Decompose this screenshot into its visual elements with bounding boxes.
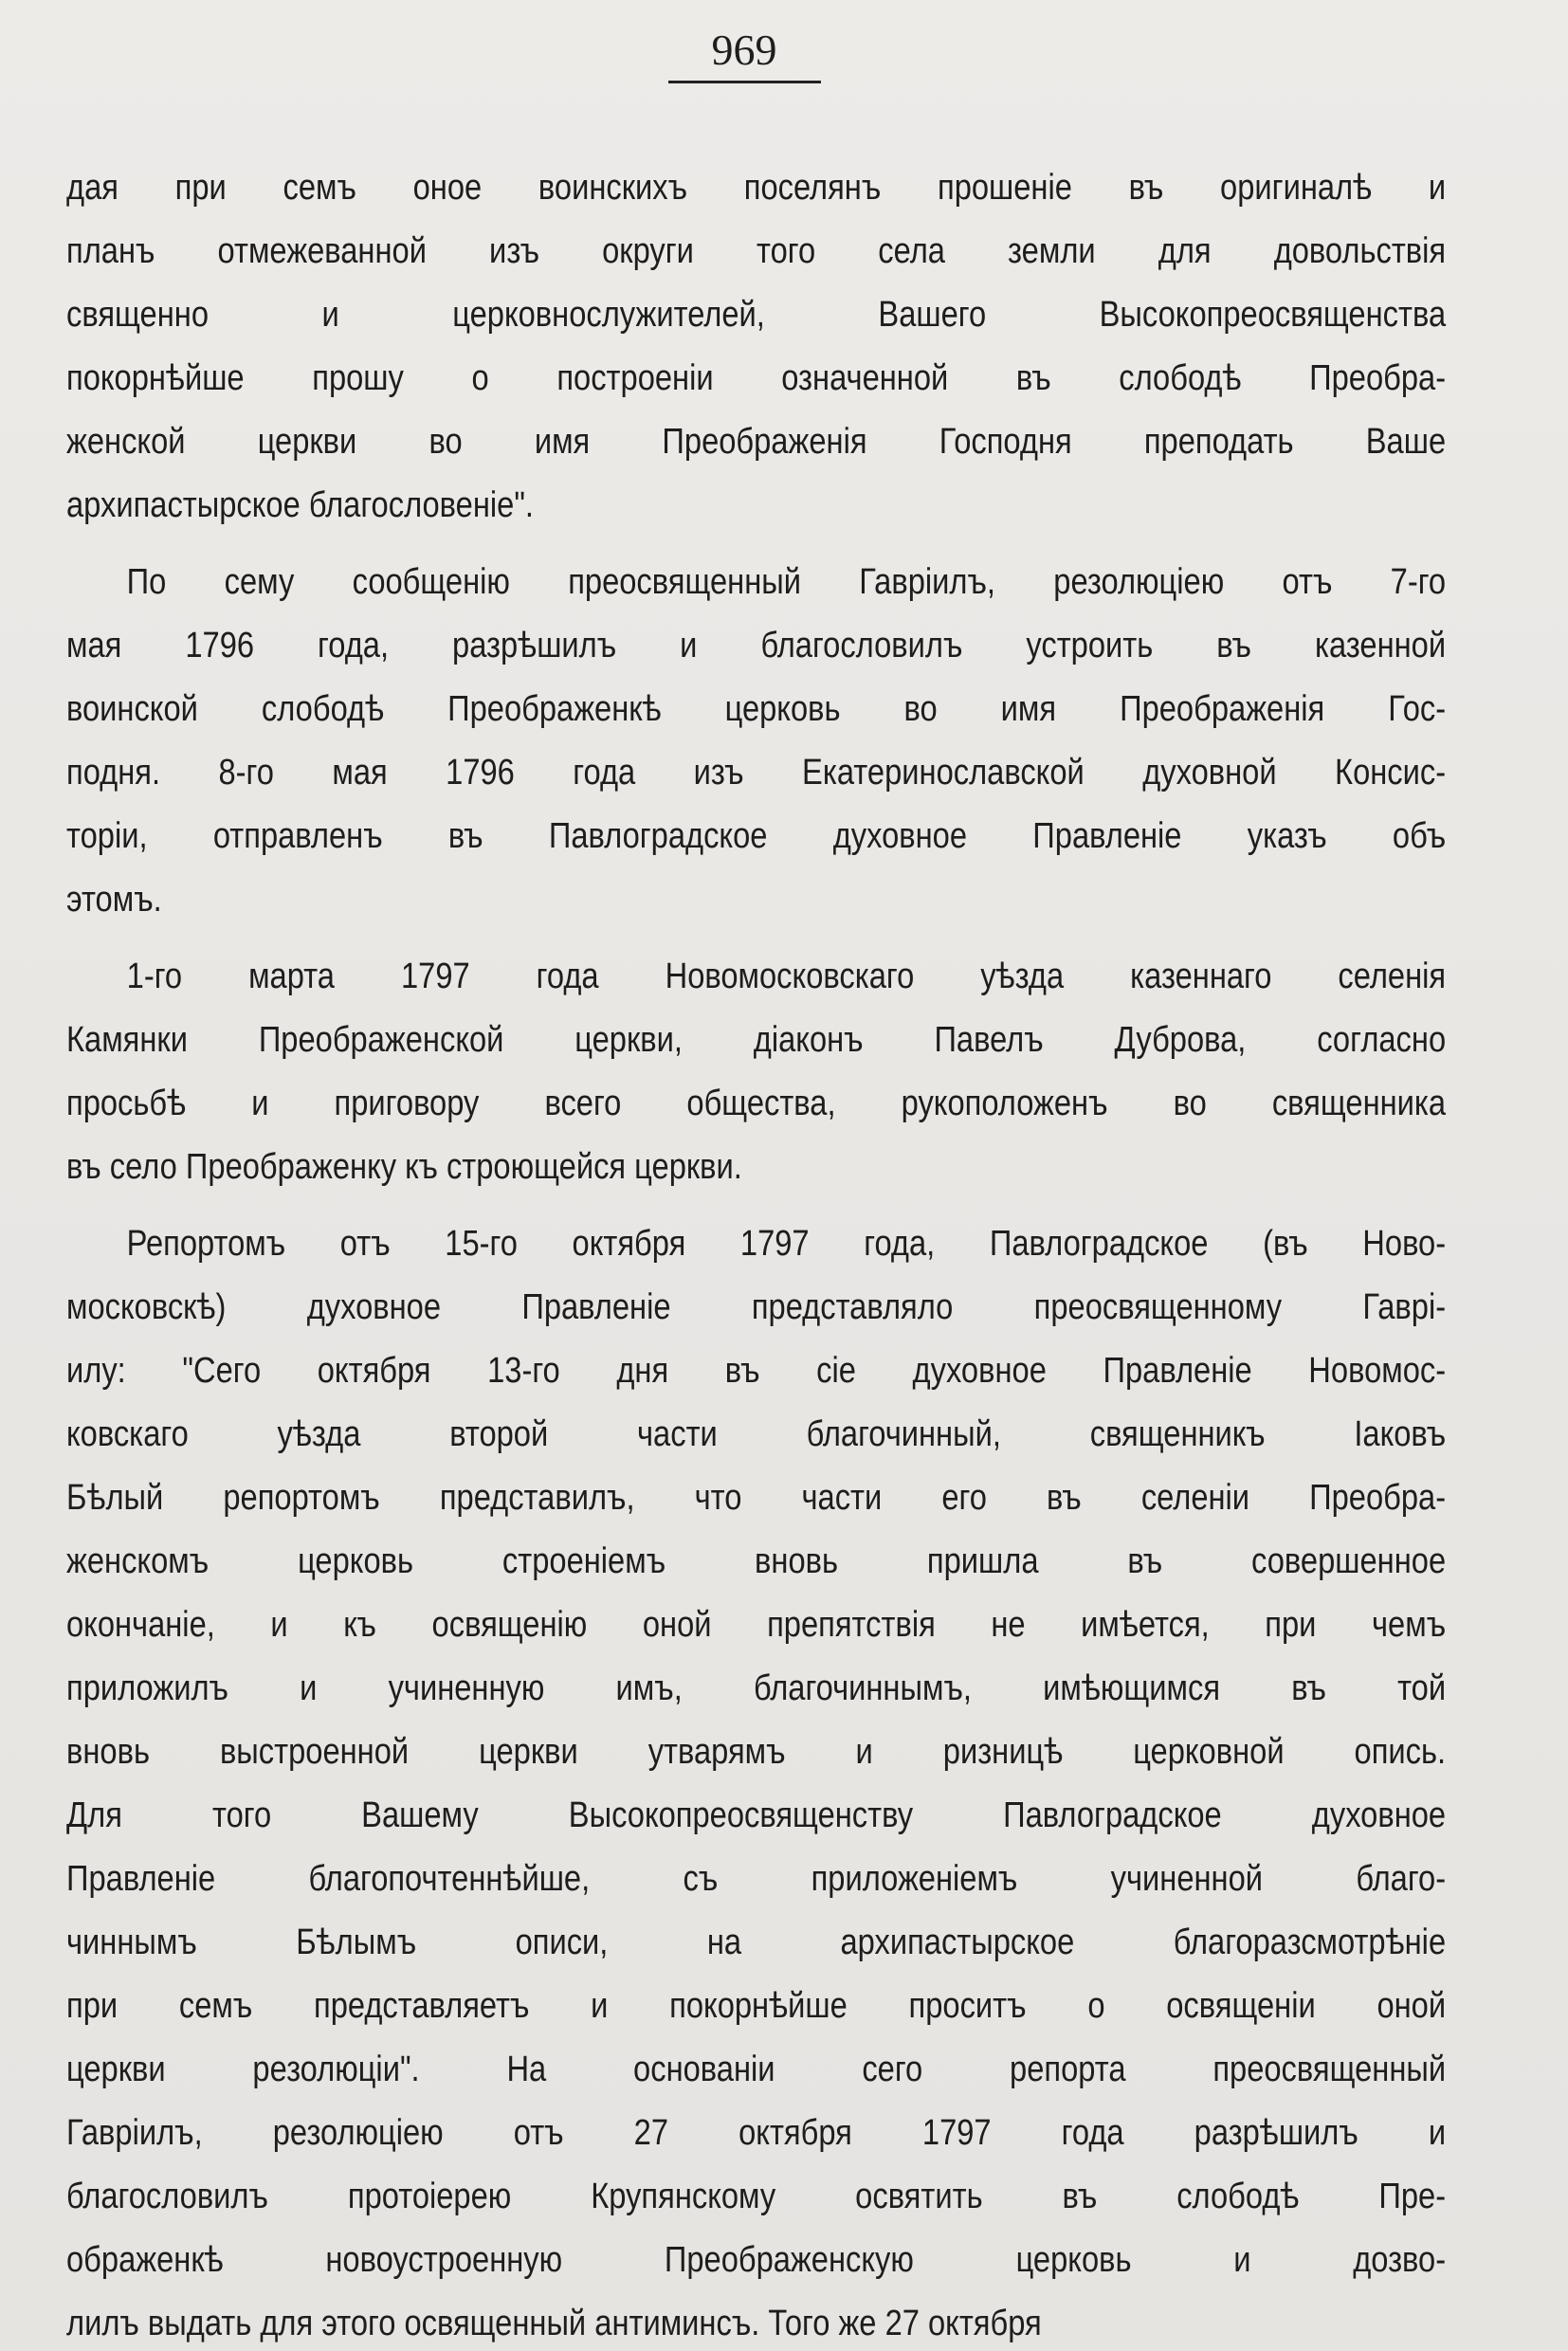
text-line: женскомъ церковь строеніемъ вновь пришла въ совершенное bbox=[66, 1541, 1447, 1581]
text-line: Для того Вашему Высокопреосвященству Павлоградское духовное bbox=[66, 1795, 1447, 1835]
text-line: илу: "Сего октября 13-го дня въ сіе духовное Правленіе Новомос- bbox=[66, 1351, 1447, 1391]
paragraph bbox=[66, 156, 1446, 538]
paragraph bbox=[66, 945, 1446, 1199]
text-line: при семъ представляетъ и покорнѣйше проситъ о освященіи оной bbox=[66, 1986, 1447, 2026]
text-line: подня. 8-го мая 1796 года изъ Екатеринославской духовной Консис- bbox=[66, 753, 1447, 793]
text-line: этомъ. bbox=[66, 880, 162, 920]
text-line: торіи, отправленъ въ Павлоградское духовное Правленіе указъ объ bbox=[66, 816, 1447, 856]
text-line: священно и церковнослужителей, Вашего Высокопреосвященства bbox=[66, 295, 1447, 335]
text-line: архипастырское благословеніе". bbox=[66, 485, 535, 525]
text-line: вновь выстроенной церкви утварямъ и ризницѣ церковной опись. bbox=[66, 1732, 1447, 1772]
text-line: Репортомъ отъ 15-го октября 1797 года, Павлоградское (въ Ново- bbox=[126, 1224, 1447, 1264]
text-line: ковскаго уѣзда второй части благочинный, священникъ Іаковъ bbox=[66, 1414, 1447, 1454]
paragraph bbox=[66, 1212, 1446, 2351]
text-line: По сему сообщенію преосвященный Гавріилъ, резолюціею отъ 7-го bbox=[126, 562, 1447, 602]
text-line: планъ отмежеванной изъ округи того села земли для довольствія bbox=[66, 231, 1447, 271]
paragraph-gap bbox=[66, 1199, 1446, 1212]
text-line: воинской слободѣ Преображенкѣ церковь во имя Преображенія Гос- bbox=[66, 689, 1447, 729]
text-line: чиннымъ Бѣлымъ описи, на архипастырское благоразсмотрѣніе bbox=[66, 1923, 1447, 1962]
page-number: 969 bbox=[668, 27, 821, 83]
text-line: окончаніе, и къ освященію оной препятствія не имѣется, при чемъ bbox=[66, 1605, 1447, 1645]
text-line: Камянки Преображенской церкви, діаконъ Павелъ Дуброва, согласно bbox=[66, 1020, 1447, 1060]
text-line: въ село Преображенку къ строющейся церкви. bbox=[66, 1147, 742, 1187]
text-line: Бѣлый репортомъ представилъ, что части его въ селеніи Преобра- bbox=[66, 1478, 1447, 1518]
text-line: Гавріилъ, резолюціею отъ 27 октября 1797 года разрѣшилъ и bbox=[66, 2113, 1447, 2153]
text-line: приложилъ и учиненную имъ, благочиннымъ, имѣющимся въ той bbox=[66, 1668, 1447, 1708]
page-header bbox=[0, 27, 1488, 83]
paragraph-gap bbox=[66, 932, 1446, 945]
text-line: лилъ выдать для этого освященный антиминсъ. Того же 27 октября bbox=[66, 2304, 1042, 2343]
text-line: церкви резолюціи". На основаніи сего репорта преосвященный bbox=[66, 2050, 1447, 2089]
paragraph-gap bbox=[66, 538, 1446, 551]
text-line: покорнѣйше прошу о построеніи означенной въ слободѣ Преобра- bbox=[66, 358, 1447, 398]
page-text bbox=[66, 156, 1446, 2351]
text-line: дая при семъ оное воинскихъ поселянъ прошеніе въ оригиналѣ и bbox=[66, 168, 1447, 208]
text-line: мая 1796 года, разрѣшилъ и благословилъ устроить въ казенной bbox=[66, 626, 1447, 665]
text-line: благословилъ протоіерею Крупянскому освятить въ слободѣ Пре- bbox=[66, 2177, 1447, 2216]
text-line: московскѣ) духовное Правленіе представляло преосвященному Гаврі- bbox=[66, 1287, 1447, 1327]
text-line: ображенкѣ новоустроенную Преображенскую церковь и дозво- bbox=[66, 2240, 1447, 2280]
paragraph bbox=[66, 551, 1446, 932]
text-line: просьбѣ и приговору всего общества, рукоположенъ во священника bbox=[66, 1084, 1447, 1123]
text-line: женской церкви во имя Преображенія Господня преподать Ваше bbox=[66, 422, 1447, 462]
text-line: 1-го марта 1797 года Новомосковскаго уѣзда казеннаго селенія bbox=[126, 957, 1447, 996]
text-line: Правленіе благопочтеннѣйше, съ приложеніемъ учиненной благо- bbox=[66, 1859, 1447, 1899]
